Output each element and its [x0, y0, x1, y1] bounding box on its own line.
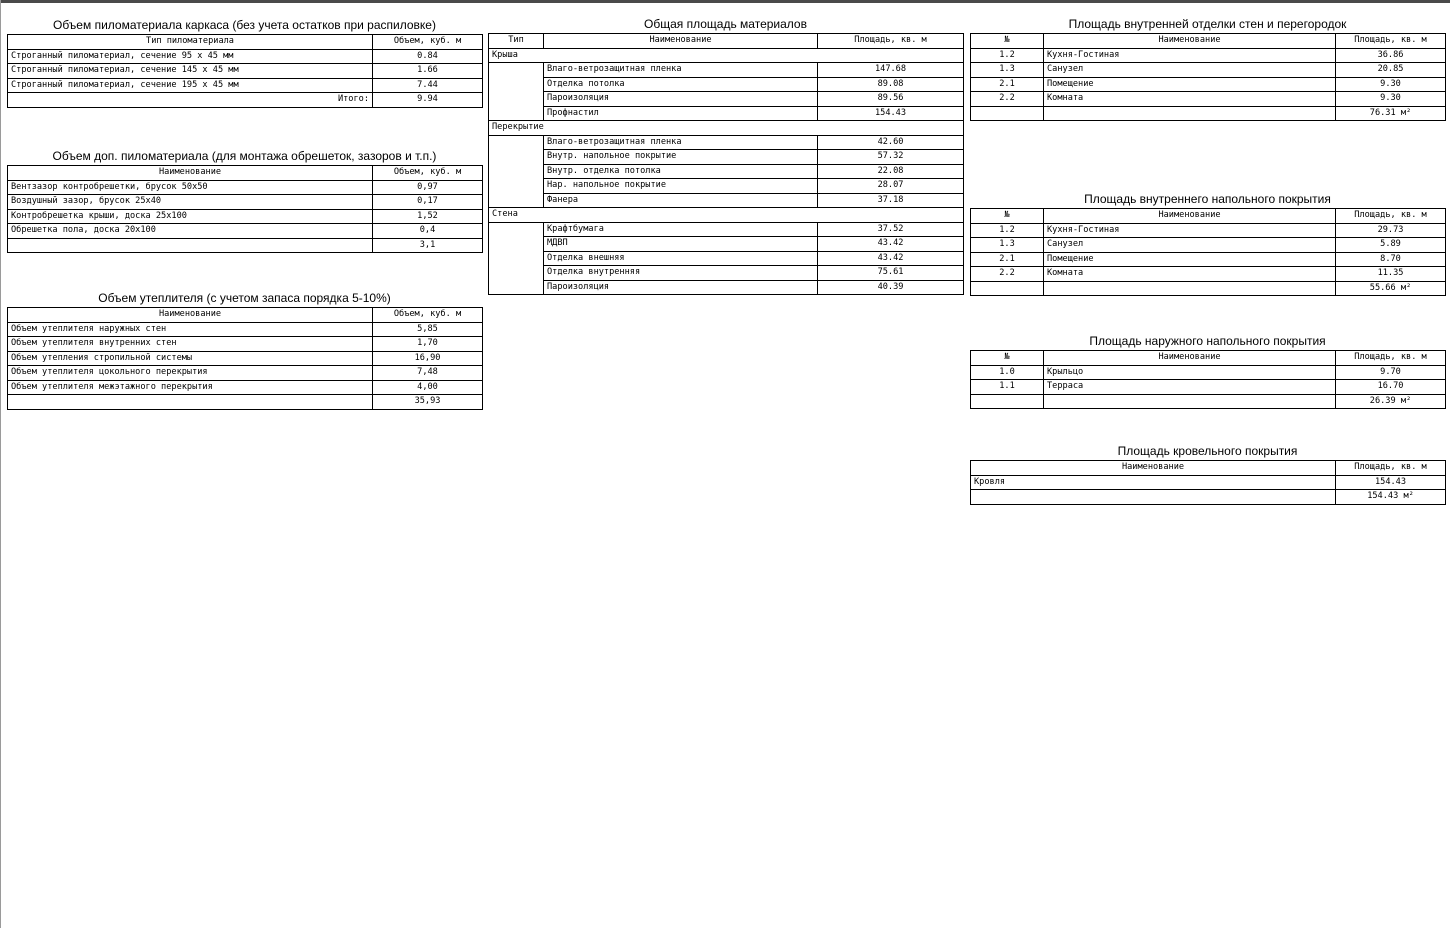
row-value: 0,4: [373, 224, 483, 239]
row-name: Обрешетка пола, доска 20х100: [8, 224, 373, 239]
extra-lumber-header-name: Наименование: [8, 166, 373, 181]
row-name: Комната: [1044, 92, 1336, 107]
inner-floor-table: [970, 208, 1446, 296]
row-name: Пароизоляция: [544, 92, 818, 107]
table-row: [971, 252, 1446, 267]
row-value: 89.56: [818, 92, 964, 107]
table-row: [8, 78, 483, 93]
row-value: 0.84: [373, 49, 483, 64]
row-value: 147.68: [818, 63, 964, 78]
table-row: [971, 77, 1446, 92]
row-value: 1,52: [373, 209, 483, 224]
row-name: Фанера: [544, 193, 818, 208]
table-row: [971, 63, 1446, 78]
row-value: 37.52: [818, 222, 964, 237]
extra-lumber-title: Объем доп. пиломатериала (для монтажа обрешеток, зазоров и т.п.): [52, 149, 437, 163]
inner-floor-header-name: Наименование: [1044, 209, 1336, 224]
group-spacer: [489, 63, 544, 121]
row-value: 29.73: [1336, 223, 1446, 238]
row-name: Отделка внешняя: [544, 251, 818, 266]
wall-finish-header-area: Площадь, кв. м: [1336, 34, 1446, 49]
total-value: 55.66: [1369, 282, 1396, 293]
row-name: Строганный пиломатериал, сечение 95 х 45 мм: [8, 49, 373, 64]
table-row: [971, 223, 1446, 238]
total-unit: м²: [1403, 491, 1414, 502]
table-row: [489, 135, 964, 150]
table-row: [971, 380, 1446, 395]
total-value: 154.43: [1367, 491, 1399, 502]
table-row: [971, 475, 1446, 490]
row-name: Нар. напольное покрытие: [544, 179, 818, 194]
table-row: [8, 351, 483, 366]
row-name: Влаго-ветрозащитная пленка: [544, 135, 818, 150]
table-row: [971, 267, 1446, 282]
row-num: 1.3: [971, 238, 1044, 253]
total-value: 9.94: [373, 93, 483, 108]
row-value: 11.35: [1336, 267, 1446, 282]
table-row: [489, 222, 964, 237]
roofing-block: [970, 442, 1445, 505]
row-name: Внутр. напольное покрытие: [544, 150, 818, 165]
row-value: 36.86: [1336, 48, 1446, 63]
row-name: Объем утеплителя межэтажного перекрытия: [8, 380, 373, 395]
table-row: [489, 92, 964, 107]
row-num: 1.1: [971, 380, 1044, 395]
table-row: [8, 224, 483, 239]
row-num: 2.2: [971, 92, 1044, 107]
row-value: 37.18: [818, 193, 964, 208]
row-value: 28.07: [818, 179, 964, 194]
row-name: Терраса: [1044, 380, 1336, 395]
row-value: 5.89: [1336, 238, 1446, 253]
insulation-header-volume: Объем, куб. м: [373, 308, 483, 323]
row-name: Санузел: [1044, 238, 1336, 253]
materials-header-name: Наименование: [544, 34, 818, 49]
total-empty: [971, 106, 1044, 121]
wall-finish-table: [970, 33, 1446, 121]
total-unit: м²: [1400, 282, 1412, 293]
table-row: [489, 266, 964, 281]
frame-lumber-title: Объем пиломатериала каркаса (без учета остатков при распиловке): [53, 18, 436, 32]
total-row: [971, 490, 1446, 505]
total-label-empty: [8, 395, 373, 410]
row-name: Профнастил: [544, 106, 818, 121]
row-name: Кровля: [971, 475, 1336, 490]
row-value: 22.08: [818, 164, 964, 179]
total-row: [8, 93, 483, 108]
row-value: 9.30: [1336, 77, 1446, 92]
outer-floor-header-name: Наименование: [1044, 351, 1336, 366]
row-name: Пароизоляция: [544, 280, 818, 295]
row-num: 2.2: [971, 267, 1044, 282]
frame-lumber-block: [7, 16, 482, 108]
row-name: Кухня-Гостиная: [1044, 223, 1336, 238]
extra-lumber-header-volume: Объем, куб. м: [373, 166, 483, 181]
row-num: 2.1: [971, 252, 1044, 267]
row-value: 4,00: [373, 380, 483, 395]
row-value: 7,48: [373, 366, 483, 381]
total-cell: [1336, 490, 1446, 505]
table-row: [8, 180, 483, 195]
row-name: Помещение: [1044, 77, 1336, 92]
row-value: 40.39: [818, 280, 964, 295]
row-name: Крафтбумага: [544, 222, 818, 237]
outer-floor-title: Площадь наружного напольного покрытия: [1089, 334, 1326, 348]
row-name: Вентзазор контробрешетки, брусок 50х50: [8, 180, 373, 195]
row-value: 43.42: [818, 237, 964, 252]
materials-table: [488, 33, 964, 295]
table-row: [8, 380, 483, 395]
inner-floor-block: [970, 190, 1445, 296]
row-name: Строганный пиломатериал, сечение 145 х 45 мм: [8, 64, 373, 79]
wall-finish-header-num: №: [971, 34, 1044, 49]
row-value: 57.32: [818, 150, 964, 165]
row-num: 1.0: [971, 365, 1044, 380]
row-value: 16,90: [373, 351, 483, 366]
total-value: 3,1: [373, 238, 483, 253]
row-value: 1,70: [373, 337, 483, 352]
insulation-title: Объем утеплителя (с учетом запаса порядка 5-10%): [98, 291, 391, 305]
row-name: Отделка внутренняя: [544, 266, 818, 281]
row-name: Объем утеплителя цокольного перекрытия: [8, 366, 373, 381]
row-name: Внутр. отделка потолка: [544, 164, 818, 179]
inner-floor-title: Площадь внутреннего напольного покрытия: [1084, 192, 1331, 206]
row-value: 75.61: [818, 266, 964, 281]
row-name: Воздушный зазор, брусок 25х40: [8, 195, 373, 210]
total-empty: [971, 490, 1336, 505]
row-name: Отделка потолка: [544, 77, 818, 92]
group-type: Стена: [489, 208, 964, 223]
table-row: [8, 322, 483, 337]
table-row: [489, 179, 964, 194]
inner-floor-header-num: №: [971, 209, 1044, 224]
table-row: [489, 77, 964, 92]
total-unit: м²: [1400, 395, 1412, 406]
table-row: [971, 365, 1446, 380]
table-row: [971, 48, 1446, 63]
group-spacer: [489, 135, 544, 208]
row-name: Влаго-ветрозащитная пленка: [544, 63, 818, 78]
row-value: 1.66: [373, 64, 483, 79]
table-row: [489, 150, 964, 165]
table-row: [8, 64, 483, 79]
extra-lumber-table: [7, 165, 483, 253]
window-top-border: [0, 0, 1450, 3]
frame-lumber-header-volume: Объем, куб. м: [373, 35, 483, 50]
row-name: Объем утепления стропильной системы: [8, 351, 373, 366]
insulation-table: [7, 307, 483, 410]
materials-title: Общая площадь материалов: [644, 17, 807, 31]
outer-floor-header-num: №: [971, 351, 1044, 366]
row-value: 43.42: [818, 251, 964, 266]
materials-block: [488, 15, 963, 295]
row-value: 0,97: [373, 180, 483, 195]
table-row: [971, 92, 1446, 107]
total-label: Итого:: [8, 93, 373, 108]
row-name: Объем утеплителя наружных стен: [8, 322, 373, 337]
total-row: [8, 238, 483, 253]
outer-floor-header-area: Площадь, кв. м: [1336, 351, 1446, 366]
table-row: [489, 251, 964, 266]
total-row: [971, 106, 1446, 121]
row-value: 154.43: [1336, 475, 1446, 490]
total-empty: [1044, 106, 1336, 121]
table-row: [8, 209, 483, 224]
row-value: 0,17: [373, 195, 483, 210]
inner-floor-header-area: Площадь, кв. м: [1336, 209, 1446, 224]
group-spacer: [489, 222, 544, 295]
row-name: Кухня-Гостиная: [1044, 48, 1336, 63]
roofing-header-area: Площадь, кв. м: [1336, 461, 1446, 476]
frame-lumber-header-type: Тип пиломатериала: [8, 35, 373, 50]
insulation-header-name: Наименование: [8, 308, 373, 323]
row-value: 9.30: [1336, 92, 1446, 107]
row-value: 7.44: [373, 78, 483, 93]
table-row: [8, 337, 483, 352]
row-num: 1.2: [971, 48, 1044, 63]
row-value: 20.85: [1336, 63, 1446, 78]
total-row: [971, 281, 1446, 296]
row-num: 2.1: [971, 77, 1044, 92]
row-value: 16.70: [1336, 380, 1446, 395]
row-name: Комната: [1044, 267, 1336, 282]
total-cell: [1336, 281, 1446, 296]
window-left-border: [0, 0, 1, 928]
total-value: 76.31: [1369, 107, 1396, 118]
roofing-header-name: Наименование: [971, 461, 1336, 476]
total-empty: [971, 281, 1044, 296]
table-row: [8, 49, 483, 64]
table-row: [489, 164, 964, 179]
wall-finish-title: Площадь внутренней отделки стен и перегородок: [1068, 17, 1347, 31]
total-cell: [1336, 106, 1446, 121]
table-row: [971, 238, 1446, 253]
table-row: [489, 280, 964, 295]
group-row: [489, 121, 964, 136]
wall-finish-block: [970, 15, 1445, 121]
table-row: [489, 63, 964, 78]
total-empty: [1044, 394, 1336, 409]
group-row: [489, 208, 964, 223]
materials-header-type: Тип: [489, 34, 544, 49]
total-label-empty: [8, 238, 373, 253]
table-row: [8, 366, 483, 381]
row-value: 89.08: [818, 77, 964, 92]
insulation-block: [7, 289, 482, 410]
row-name: Крыльцо: [1044, 365, 1336, 380]
total-unit: м²: [1400, 107, 1412, 118]
materials-header-area: Площадь, кв. м: [818, 34, 964, 49]
total-cell: [1336, 394, 1446, 409]
roofing-table: [970, 460, 1446, 505]
total-value: 35,93: [373, 395, 483, 410]
row-num: 1.3: [971, 63, 1044, 78]
group-row: [489, 48, 964, 63]
wall-finish-header-name: Наименование: [1044, 34, 1336, 49]
total-empty: [971, 394, 1044, 409]
extra-lumber-block: [7, 147, 482, 253]
table-row: [489, 193, 964, 208]
outer-floor-table: [970, 350, 1446, 409]
row-value: 9.70: [1336, 365, 1446, 380]
total-empty: [1044, 281, 1336, 296]
table-row: [489, 106, 964, 121]
outer-floor-block: [970, 332, 1445, 409]
table-row: [489, 237, 964, 252]
row-value: 8.70: [1336, 252, 1446, 267]
row-name: Строганный пиломатериал, сечение 195 х 45 мм: [8, 78, 373, 93]
row-value: 42.60: [818, 135, 964, 150]
row-name: Контробрешетка крыши, доска 25х100: [8, 209, 373, 224]
group-type: Перекрытие: [489, 121, 964, 136]
group-type: Крыша: [489, 48, 964, 63]
row-name: Помещение: [1044, 252, 1336, 267]
row-value: 5,85: [373, 322, 483, 337]
total-value: 26.39: [1369, 395, 1396, 406]
table-row: [8, 195, 483, 210]
roofing-title: Площадь кровельного покрытия: [1117, 444, 1298, 458]
row-value: 154.43: [818, 106, 964, 121]
row-num: 1.2: [971, 223, 1044, 238]
row-name: Санузел: [1044, 63, 1336, 78]
row-name: МДВП: [544, 237, 818, 252]
total-row: [8, 395, 483, 410]
frame-lumber-table: [7, 34, 483, 108]
total-row: [971, 394, 1446, 409]
row-name: Объем утеплителя внутренних стен: [8, 337, 373, 352]
